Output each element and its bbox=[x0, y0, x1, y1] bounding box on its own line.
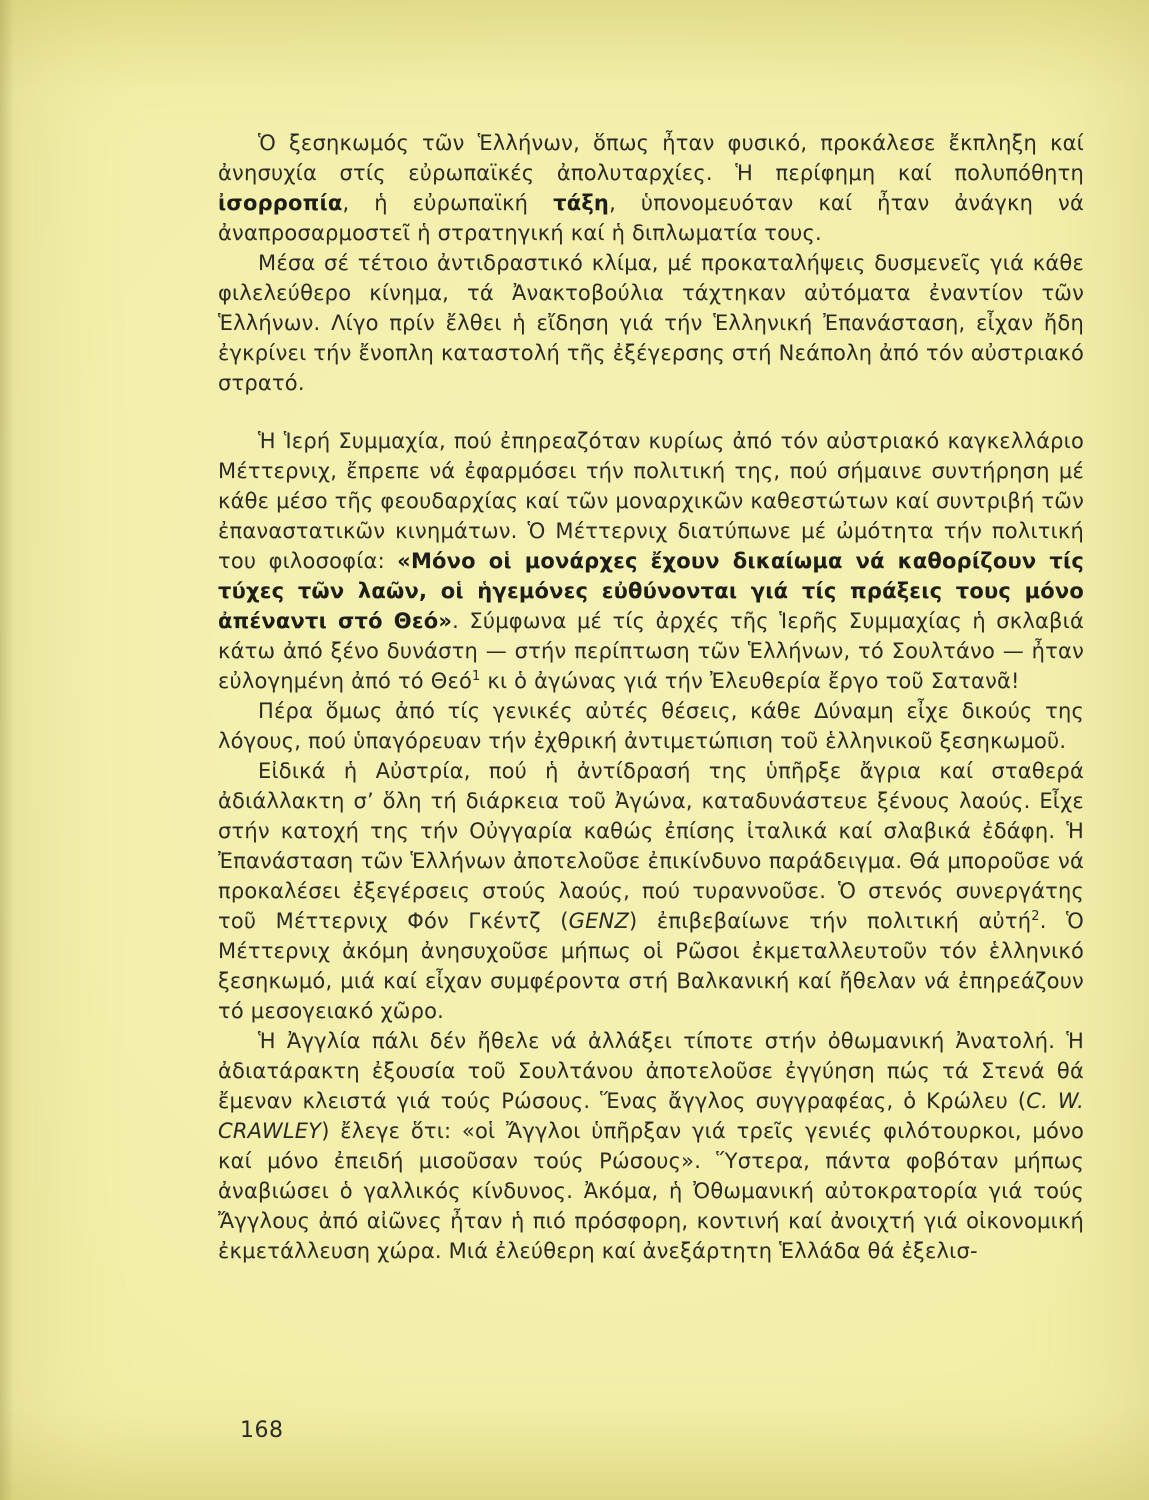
text-segment: Εἰδικά ἡ Αὐστρία, πού ἡ ἀντίδρασή της ὑπῆρξε ἄγρια καί σταθερά ἀδιάλλακτη σ’ ὅλη τή διάρκεια τοῦ Ἀγώνα, καταδυνάστευε ξένους λαούς. Εἶχε στήν κατοχή της τήν Οὐγγαρία καθώς ἐπίσης ἰταλικά καί σλαβικά ἐδάφη. Ἡ Ἐπανάσταση τῶν Ἑλλήνων ἀποτελοῦσε ἐπικίνδυνο παράδειγμα. Θά μποροῦσε νά προκαλέσει ἐξεγέρσεις στούς λαούς, πού τυραννοῦσε. Ὁ στενός συνεργάτης τοῦ Μέττερνιχ Φόν Γκέντζ ( bbox=[218, 759, 1084, 933]
text-segment: ) ἔλεγε ὅτι: «οἱ Ἄγγλοι ὑπῆρξαν γιά τρεῖς γενιές φιλότουρκοι, μόνο καί μόνο ἐπειδή μισοῦσαν τούς Ρώσους». Ὕστερα, πάντα φοβόταν μήπως ἀναβιώσει ὁ γαλλικός κίνδυνος. Ἀκόμα, ἡ Ὀθωμανική αὐτοκρατορία γιά τούς Ἄγγλους ἀπό αἰῶνες ἦταν ἡ πιό πρόσφορη, κοντινή καί ἀνοιχτή γιά οἰκονομική ἐκμετάλλευση χώρα. Μιά ἐλεύθερη καί ἀνεξάρτητη Ἑλλάδα θά ἐξελισ- bbox=[218, 1119, 1084, 1263]
text-segment: Ἡ Ἀγγλία πάλι δέν ἤθελε νά ἀλλάξει τίποτε στήν ὀθωμανική Ἀνατολή. Ἡ ἀδιατάρακτη ἐξουσία τοῦ Σουλτάνου ἀποτελοῦσε ἐγγύηση πώς τά Στενά θά ἔμεναν κλειστά γιά τούς Ρώσους. Ἕνας ἄγγλος συγγραφέας, ὁ Κρώλευ ( bbox=[218, 1029, 1084, 1113]
paragraph bbox=[218, 696, 1084, 756]
text-segment: τάξη bbox=[553, 191, 610, 215]
text-segment: «Μόνο οἱ μονάρχες ἔχουν δικαίωμα νά καθορίζουν τίς τύχες τῶν λαῶν, οἱ ἡγεμόνες εὐθύνονται γιά τίς πράξεις τους μόνο ἀπέναντι στό Θεό» bbox=[218, 549, 1084, 633]
text-segment: Ἡ Ἱερή Συμμαχία, πού ἐπηρεαζόταν κυρίως ἀπό τόν αὐστριακό καγκελλάριο Μέττερνιχ, ἔπρεπε νά ἐφαρμόσει τήν πολιτική της, πού σήμαινε συντήρηση μέ κάθε μέσο τῆς φεουδαρχίας καί τῶν μοναρχικῶν καθεστώτων καί συντριβή τῶν ἐπαναστατικῶν κινημάτων. Ὁ Μέττερνιχ διατύπωνε μέ ὠμότητα τήν πολιτική του φιλοσοφία: bbox=[218, 429, 1084, 573]
text-segment: ) ἐπιβεβαίωνε τήν πολιτική αὐτή bbox=[629, 909, 1032, 933]
text-segment: Ὁ ξεσηκωμός τῶν Ἑλλήνων, ὅπως ἦταν φυσικό, προκάλεσε ἔκπληξη καί ἀνησυχία στίς εὐρωπαϊκές ἀπολυταρχίες. Ἡ περίφημη καί πολυπόθητη bbox=[218, 131, 1084, 185]
text-segment: , ἡ εὐρωπαϊκή bbox=[342, 191, 554, 215]
paragraph bbox=[218, 128, 1084, 248]
text-segment: Μέσα σέ τέτοιο ἀντιδραστικό κλίμα, μέ προκαταλήψεις δυσμενεῖς γιά κάθε φιλελεύθερο κίνημα, τά Ἀνακτοβούλια τάχτηκαν αὐτόματα ἐναντίον τῶν Ἑλλήνων. Λίγο πρίν ἔλθει ἡ εἴδηση γιά τήν Ἑλληνική Ἐπανάσταση, εἶχαν ἤδη ἐγκρίνει τήν ἔνοπλη καταστολή τῆς ἐξέγερσης στή Νεάπολη ἀπό τόν αὐστριακό στρατό. bbox=[218, 251, 1084, 395]
page-left-edge-shadow bbox=[0, 0, 14, 1500]
text-segment: ἰσορροπία bbox=[218, 191, 343, 215]
text-segment: . Σύμφωνα μέ τίς ἀρχές τῆς Ἱερῆς Συμμαχίας ἡ σκλαβιά κάτω ἀπό ξένο δυνάστη — στήν περίπτωση τῶν Ἑλλήνων, τό Σουλτάνο — ἦταν εὐλογημένη ἀπό τό Θεό bbox=[218, 609, 1084, 693]
text-segment: Πέρα ὅμως ἀπό τίς γενικές αὐτές θέσεις, κάθε Δύναμη εἶχε δικούς της λόγους, πού ὑπαγόρευαν τήν ἐχθρική ἀντιμετώπιση τοῦ ἑλληνικοῦ ξεσηκωμοῦ. bbox=[218, 699, 1084, 753]
paragraph bbox=[218, 426, 1084, 696]
text-segment: GENZ bbox=[568, 909, 630, 933]
text-segment: , ὑπονομευόταν καί ἦταν ἀνάγκη νά ἀναπροσαρμοστεῖ ἡ στρατηγική καί ἡ διπλωματία τους. bbox=[218, 191, 1084, 245]
paragraph bbox=[218, 756, 1084, 1026]
paragraph bbox=[218, 1026, 1084, 1266]
footnote-marker: 2 bbox=[1031, 909, 1040, 924]
text-segment: κι ὁ ἀγώνας γιά τήν Ἐλευθερία ἔργο τοῦ Σατανᾶ! bbox=[480, 669, 1020, 693]
page-number: 168 bbox=[240, 1418, 284, 1443]
paragraph bbox=[218, 248, 1084, 398]
footnote-marker: 1 bbox=[472, 669, 481, 684]
text-segment: C. W. CRAWLEY bbox=[218, 1089, 1084, 1143]
text-block bbox=[218, 128, 1084, 1266]
text-segment: . Ὁ Μέττερνιχ ἀκόμη ἀνησυχοῦσε μήπως οἱ Ρῶσοι ἐκμεταλλευτοῦν τόν ἑλληνικό ξεσηκωμό, μιά καί εἶχαν συμφέροντα στή Βαλκανική καί ἤθελαν νά ἐπηρεάζουν τό μεσογειακό χῶρο. bbox=[218, 909, 1084, 1023]
